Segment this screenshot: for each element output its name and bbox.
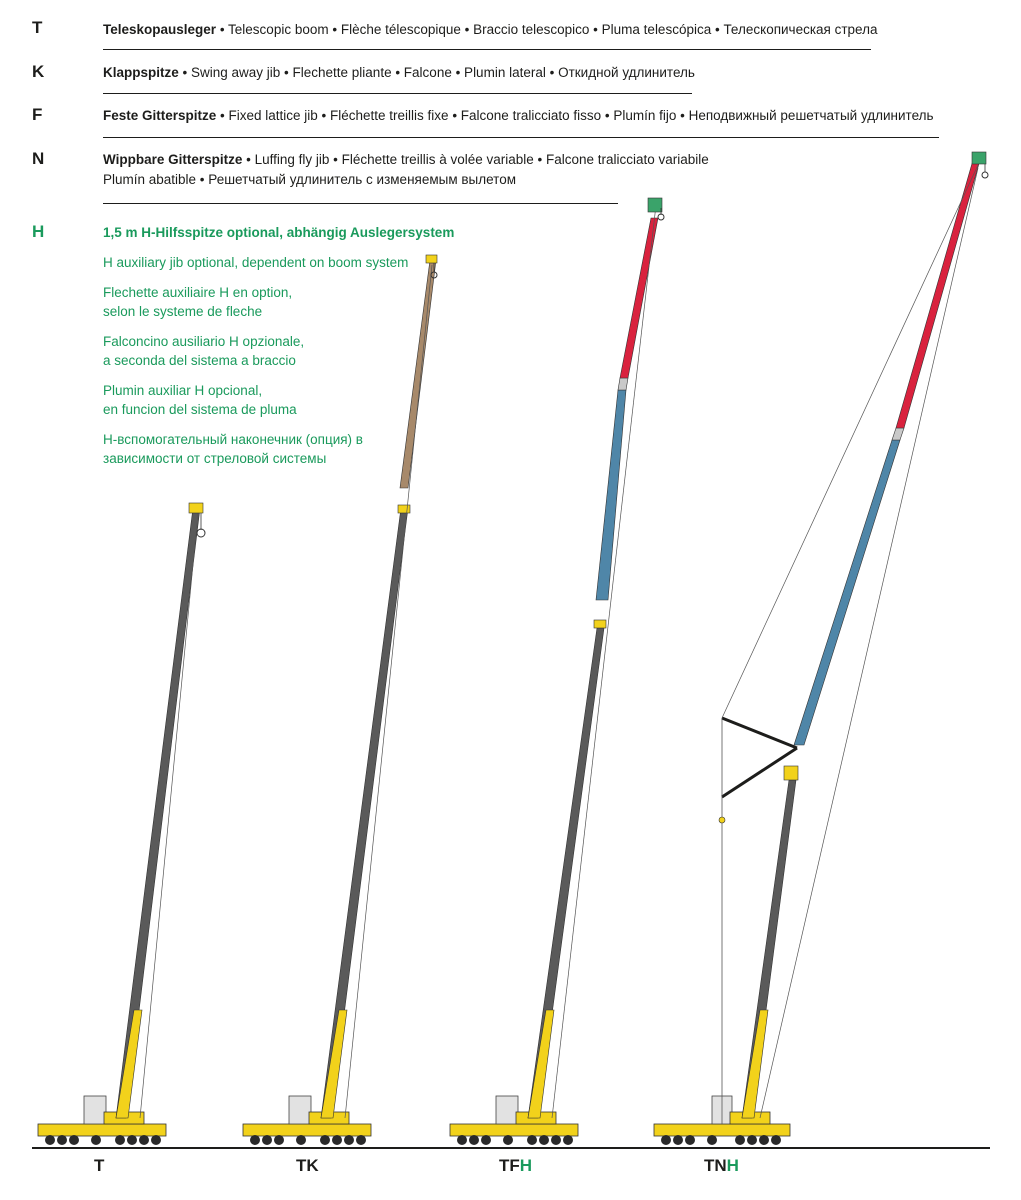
jib-head xyxy=(426,255,437,263)
carrier-vehicle xyxy=(243,1096,371,1145)
config-label-t: T xyxy=(94,1156,105,1175)
legend-code: K xyxy=(32,62,45,81)
legend-name: Teleskopausleger xyxy=(103,22,217,37)
legend-name: Klappspitze xyxy=(103,65,179,80)
hook-icon xyxy=(197,529,205,537)
legend-text: • Swing away jib • Flechette pliante • Falcone • Plumin lateral • Откидной удлинитель xyxy=(178,65,695,80)
luffing-jib-lower xyxy=(794,440,900,745)
luffing-strut xyxy=(722,718,797,748)
hoist-rope xyxy=(140,512,198,1118)
legend-code-h: H xyxy=(32,222,45,241)
hoist-rope xyxy=(345,265,432,1118)
telescopic-boom xyxy=(528,628,604,1118)
boom-head xyxy=(189,503,203,513)
h-auxiliary-jib xyxy=(972,152,986,164)
config-label-tk: TK xyxy=(296,1156,319,1175)
telescopic-boom xyxy=(116,508,200,1118)
telescopic-boom xyxy=(742,780,796,1118)
h-auxiliary-jib xyxy=(648,198,662,212)
luffing-jib-upper xyxy=(896,160,980,428)
legend-text: • Fixed lattice jib • Fléchette treillis fixe • Falcone tralicciato fisso • Plumín fijo • Неподвижный решетчатый удлинитель xyxy=(216,108,934,123)
config-label-tnh: TNH xyxy=(704,1156,739,1175)
lattice-jib-lower xyxy=(596,390,626,600)
h-option-line: H auxiliary jib optional, dependent on boom system xyxy=(103,255,409,270)
legend-name: Wippbare Gitterspitze xyxy=(103,152,243,167)
telescopic-boom xyxy=(321,508,408,1118)
crane-tnh xyxy=(654,152,988,1145)
h-option-line: en funcion del sistema de pluma xyxy=(103,402,297,417)
crane-tk xyxy=(243,255,437,1145)
carrier-vehicle xyxy=(450,1096,578,1145)
h-option-line: a seconda del sistema a braccio xyxy=(103,353,296,368)
crane-tfh xyxy=(450,198,664,1145)
legend-code: N xyxy=(32,149,45,168)
h-option-line: Falconcino ausiliario H opzionale, xyxy=(103,334,305,349)
legend-name: Feste Gitterspitze xyxy=(103,108,217,123)
h-option-line: selon le systeme de fleche xyxy=(103,304,263,319)
hook-icon xyxy=(982,172,988,178)
h-option-line: H-вспомогательный наконечник (опция) в xyxy=(103,432,363,447)
legend-description-line2: Plumín abatible • Решетчатый удлинитель с изменяемым вылетом xyxy=(103,172,516,187)
hoist-rope xyxy=(760,168,978,1118)
h-option-line: Plumin auxiliar H opcional, xyxy=(103,383,263,398)
legend-code: F xyxy=(32,105,43,124)
config-label-tfh: TFH xyxy=(499,1156,533,1175)
legend-code: T xyxy=(32,18,43,37)
crane-t xyxy=(38,503,205,1145)
guy-rope xyxy=(722,165,978,718)
h-option-line: зависимости от стреловой системы xyxy=(103,451,327,466)
hoist-rope xyxy=(552,205,656,1118)
legend-text: • Luffing fly jib • Fléchette treillis à volée variable • Falcone tralicciato variabile xyxy=(242,152,709,167)
h-option-title: 1,5 m H-Hilfsspitze optional, abhängig Auslegersystem xyxy=(103,225,455,240)
h-option-line: Flechette auxiliaire H en option, xyxy=(103,285,293,300)
carrier-vehicle xyxy=(38,1096,166,1145)
legend-text: • Telescopic boom • Flèche télescopique • Braccio telescopico • Pluma telescópica • Телескопическая стрела xyxy=(216,22,878,37)
swing-away-jib xyxy=(400,260,436,488)
